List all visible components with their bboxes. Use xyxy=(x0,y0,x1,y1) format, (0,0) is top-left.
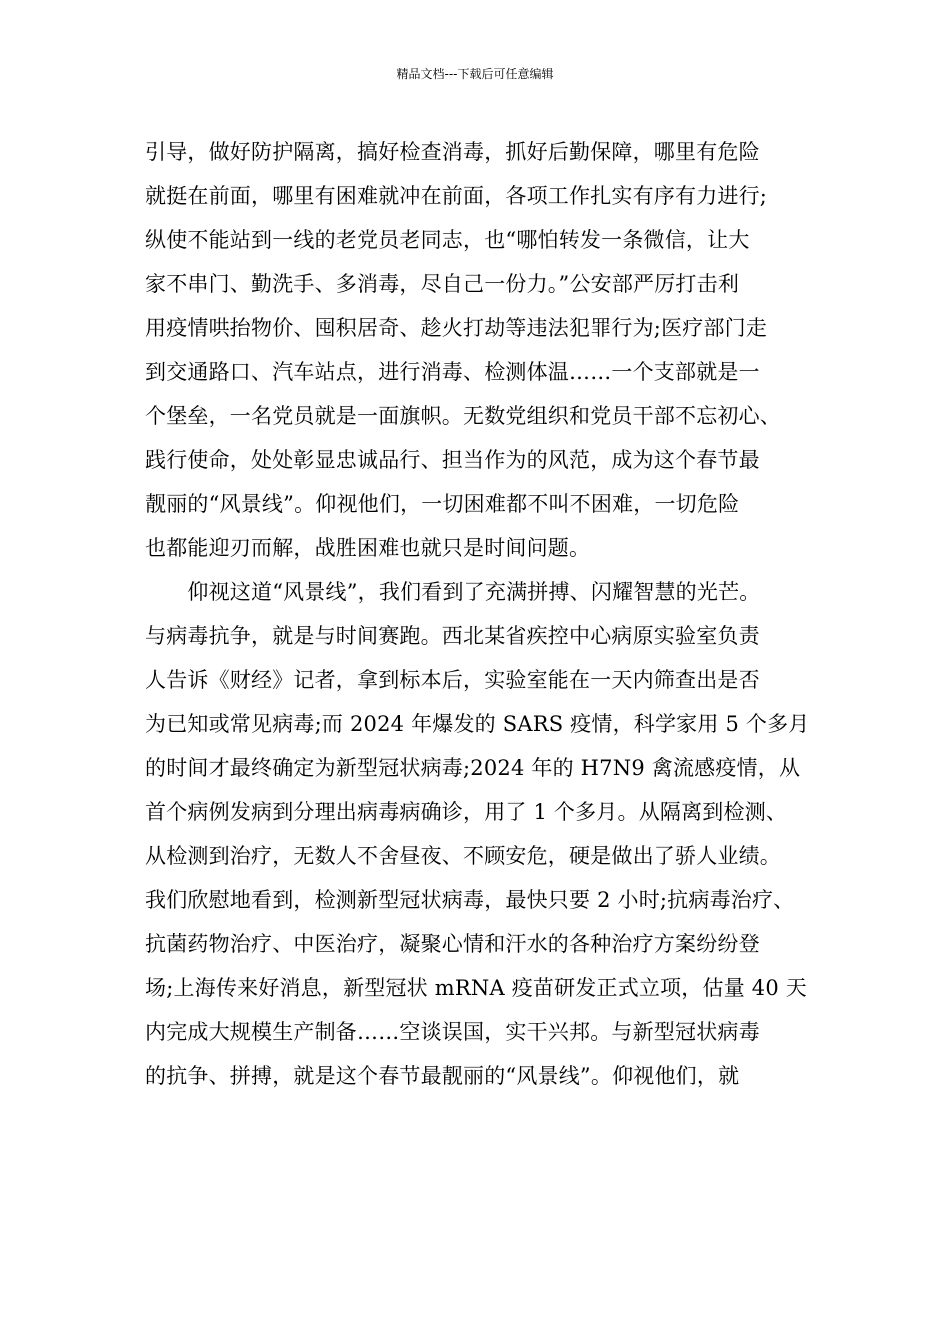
text-line: 抗菌药物治疗、中医治疗，凝聚心情和汗水的各种治疗方案纷纷登 xyxy=(145,932,760,956)
text-line: 就挺在前面，哪里有困难就冲在前面，各项工作扎实有序有力进行; xyxy=(145,184,768,208)
text-line: 场;上海传来好消息，新型冠状 mRNA 疫苗研发正式立项，估量 40 天 xyxy=(145,976,807,1000)
text-line: 引导，做好防护隔离，搞好检查消毒，抓好后勤保障，哪里有危险 xyxy=(145,140,760,164)
text-line: 内完成大规模生产制备……空谈误国，实干兴邦。与新型冠状病毒 xyxy=(145,1020,760,1044)
text-line: 纵使不能站到一线的老党员老同志，也“哪怕转发一条微信，让大 xyxy=(145,228,750,252)
text-line: 与病毒抗争，就是与时间赛跑。西北某省疾控中心病原实验室负责 xyxy=(145,624,760,648)
text-line: 的时间才最终确定为新型冠状病毒;2024 年的 H7N9 禽流感疫情，从 xyxy=(145,756,801,780)
text-line: 人告诉《财经》记者，拿到标本后，实验室能在一天内筛查出是否 xyxy=(145,668,760,692)
text-line: 也都能迎刃而解，战胜困难也就只是时间问题。 xyxy=(145,536,591,560)
text-line: 仰视这道“风景线”，我们看到了充满拼搏、闪耀智慧的光芒。 xyxy=(145,580,761,604)
text-line: 家不串门、勤洗手、多消毒，尽自己一份力。”公安部严厉打击利 xyxy=(145,272,740,296)
text-line: 践行使命，处处彰显忠诚品行、担当作为的风范，成为这个春节最 xyxy=(145,448,760,472)
text-line: 用疫情哄抬物价、囤积居奇、趁火打劫等违法犯罪行为;医疗部门走 xyxy=(145,316,768,340)
text-line: 我们欣慰地看到，检测新型冠状病毒，最快只要 2 小时;抗病毒治疗、 xyxy=(145,888,795,912)
document-body xyxy=(145,130,810,1098)
text-line: 为已知或常见病毒;而 2024 年爆发的 SARS 疫情，科学家用 5 个多月 xyxy=(145,712,810,736)
text-line: 从检测到治疗，无数人不舍昼夜、不顾安危，硬是做出了骄人业绩。 xyxy=(145,844,781,868)
text-line: 靓丽的“风景线”。仰视他们，一切困难都不叫不困难，一切危险 xyxy=(145,492,740,516)
text-line: 个堡垒，一名党员就是一面旗帜。无数党组织和党员干部不忘初心、 xyxy=(145,404,781,428)
text-line: 的抗争、拼搏，就是这个春节最靓丽的“风景线”。仰视他们，就 xyxy=(145,1064,740,1088)
text-line: 到交通路口、汽车站点，进行消毒、检测体温……一个支部就是一 xyxy=(145,360,760,384)
text-line: 首个病例发病到分理出病毒病确诊，用了 1 个多月。从隔离到检测、 xyxy=(145,800,788,824)
page-header: 精品文档---下载后可任意编辑 xyxy=(396,67,554,81)
